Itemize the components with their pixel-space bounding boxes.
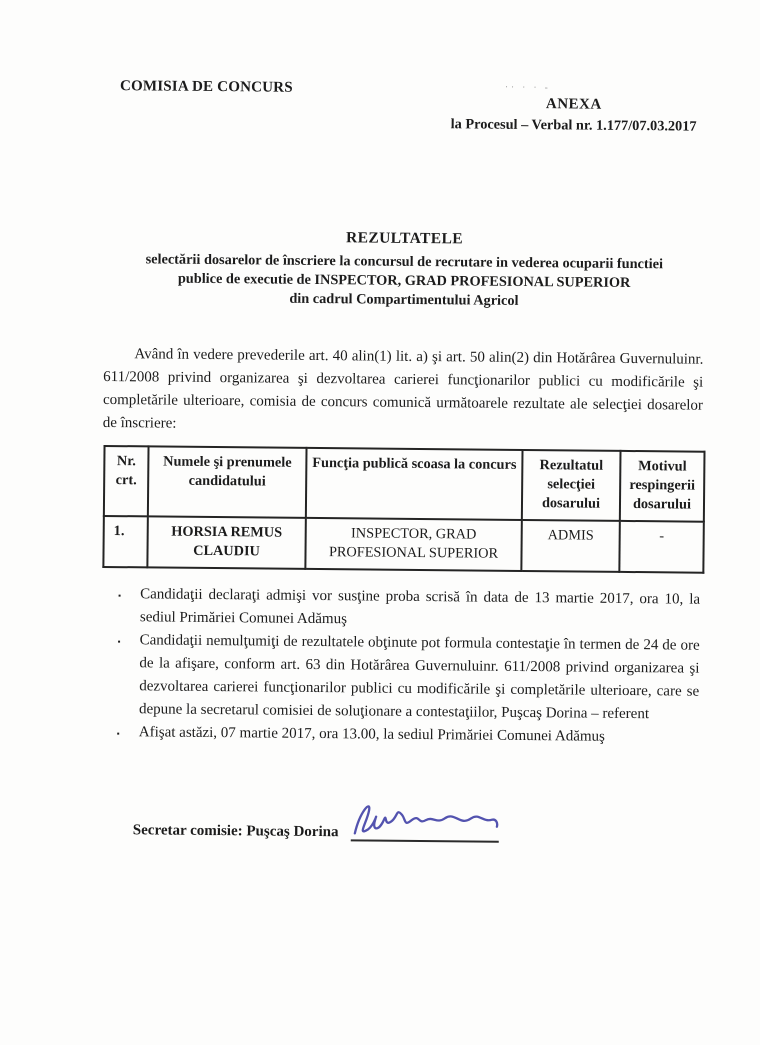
list-item xyxy=(118,583,700,635)
square-bullet-icon: ▪ xyxy=(118,591,121,601)
note-contestation: Candidaţii nemulţumiţi de rezultatele obţinute pot formula contestaţie în termen de 24 de ore de la afişare, conform art. 63 din Hotărârea Guvernuluinr. 611/2008 privind organizarea şi dezvoltarea carierei funcţionarilor publici cu modificările şi completările ulterioare, care se depune la secretarul comisiei de soluţionare a contestaţiilor, Puşcaş Dorina – referent xyxy=(138,632,700,723)
header-reason: Motivul respingerii dosarului xyxy=(620,451,705,522)
note-posting-date: Afişat astăzi, 07 martie 2017, ora 13.00, la sediul Primăriei Comunei Adămuş xyxy=(138,724,606,745)
table-row xyxy=(103,516,703,573)
note-written-test: Candidaţii declaraţi admişi vor susţine proba scrisă în data de 13 martie 2017, ora 10, la sediul Primăriei Comunei Adămuş xyxy=(139,586,701,628)
signature-label: Secretar comisie: Puşcaş Dorina xyxy=(132,822,339,841)
header-position: Funcţia publică scoasa la concurs xyxy=(306,448,523,520)
document-header xyxy=(120,78,705,136)
signature-section xyxy=(133,817,753,845)
title-line-3: publice de executie de INSPECTOR, GRAD PROFESIONAL SUPERIOR xyxy=(177,270,631,292)
pencil-marks: ·· · · ‐ xyxy=(504,81,551,93)
notes-list xyxy=(117,583,701,751)
title-line-1: REZULTATELE xyxy=(345,229,464,248)
cell-nr: 1. xyxy=(103,516,147,567)
title-line-2: selectării dosarelor de înscriere la concursul de recrutare in vederea ocuparii functiei xyxy=(145,251,664,273)
header-nr-crt: Nr. crt. xyxy=(104,446,149,516)
table-header-row xyxy=(104,446,705,522)
header-result: Rezultatul selecţiei dosarului xyxy=(522,450,621,521)
square-bullet-icon: ▪ xyxy=(116,729,120,739)
title-line-4: din cadrul Compartimentului Agricol xyxy=(289,290,519,309)
handwritten-signature xyxy=(346,791,507,851)
document-title xyxy=(104,227,705,313)
list-item xyxy=(117,629,700,727)
signature-line xyxy=(350,819,498,842)
cell-name: HORSIA REMUS CLAUDIU xyxy=(147,516,305,569)
annex-block xyxy=(443,81,705,136)
header-name: Numele şi prenumele candidatului xyxy=(148,446,307,518)
annex-reference: la Procesul – Verbal nr. 1.177/07.03.2017 xyxy=(450,116,697,135)
results-table xyxy=(102,445,705,574)
intro-paragraph: Având în vedere prevederile art. 40 alin(1) lit. a) şi art. 50 alin(2) din Hotărârea Guvernuluinr. 611/2008 privind organizarea şi dezvoltarea carierei funcţionarilor publici cu modificările şi completările ulterioare, comisia de concurs comunică următoarele rezultate ale selecţiei dosarelor de înscriere: xyxy=(102,346,704,432)
committee-heading: COMISIA DE CONCURS xyxy=(119,78,293,96)
cell-result: ADMIS xyxy=(521,520,619,572)
cell-position: INSPECTOR, GRAD PROFESIONAL SUPERIOR xyxy=(305,518,521,571)
cell-reason: - xyxy=(619,521,703,573)
annex-heading: ANEXA xyxy=(545,96,602,113)
square-bullet-icon: ▪ xyxy=(117,637,121,647)
list-item xyxy=(117,721,699,751)
